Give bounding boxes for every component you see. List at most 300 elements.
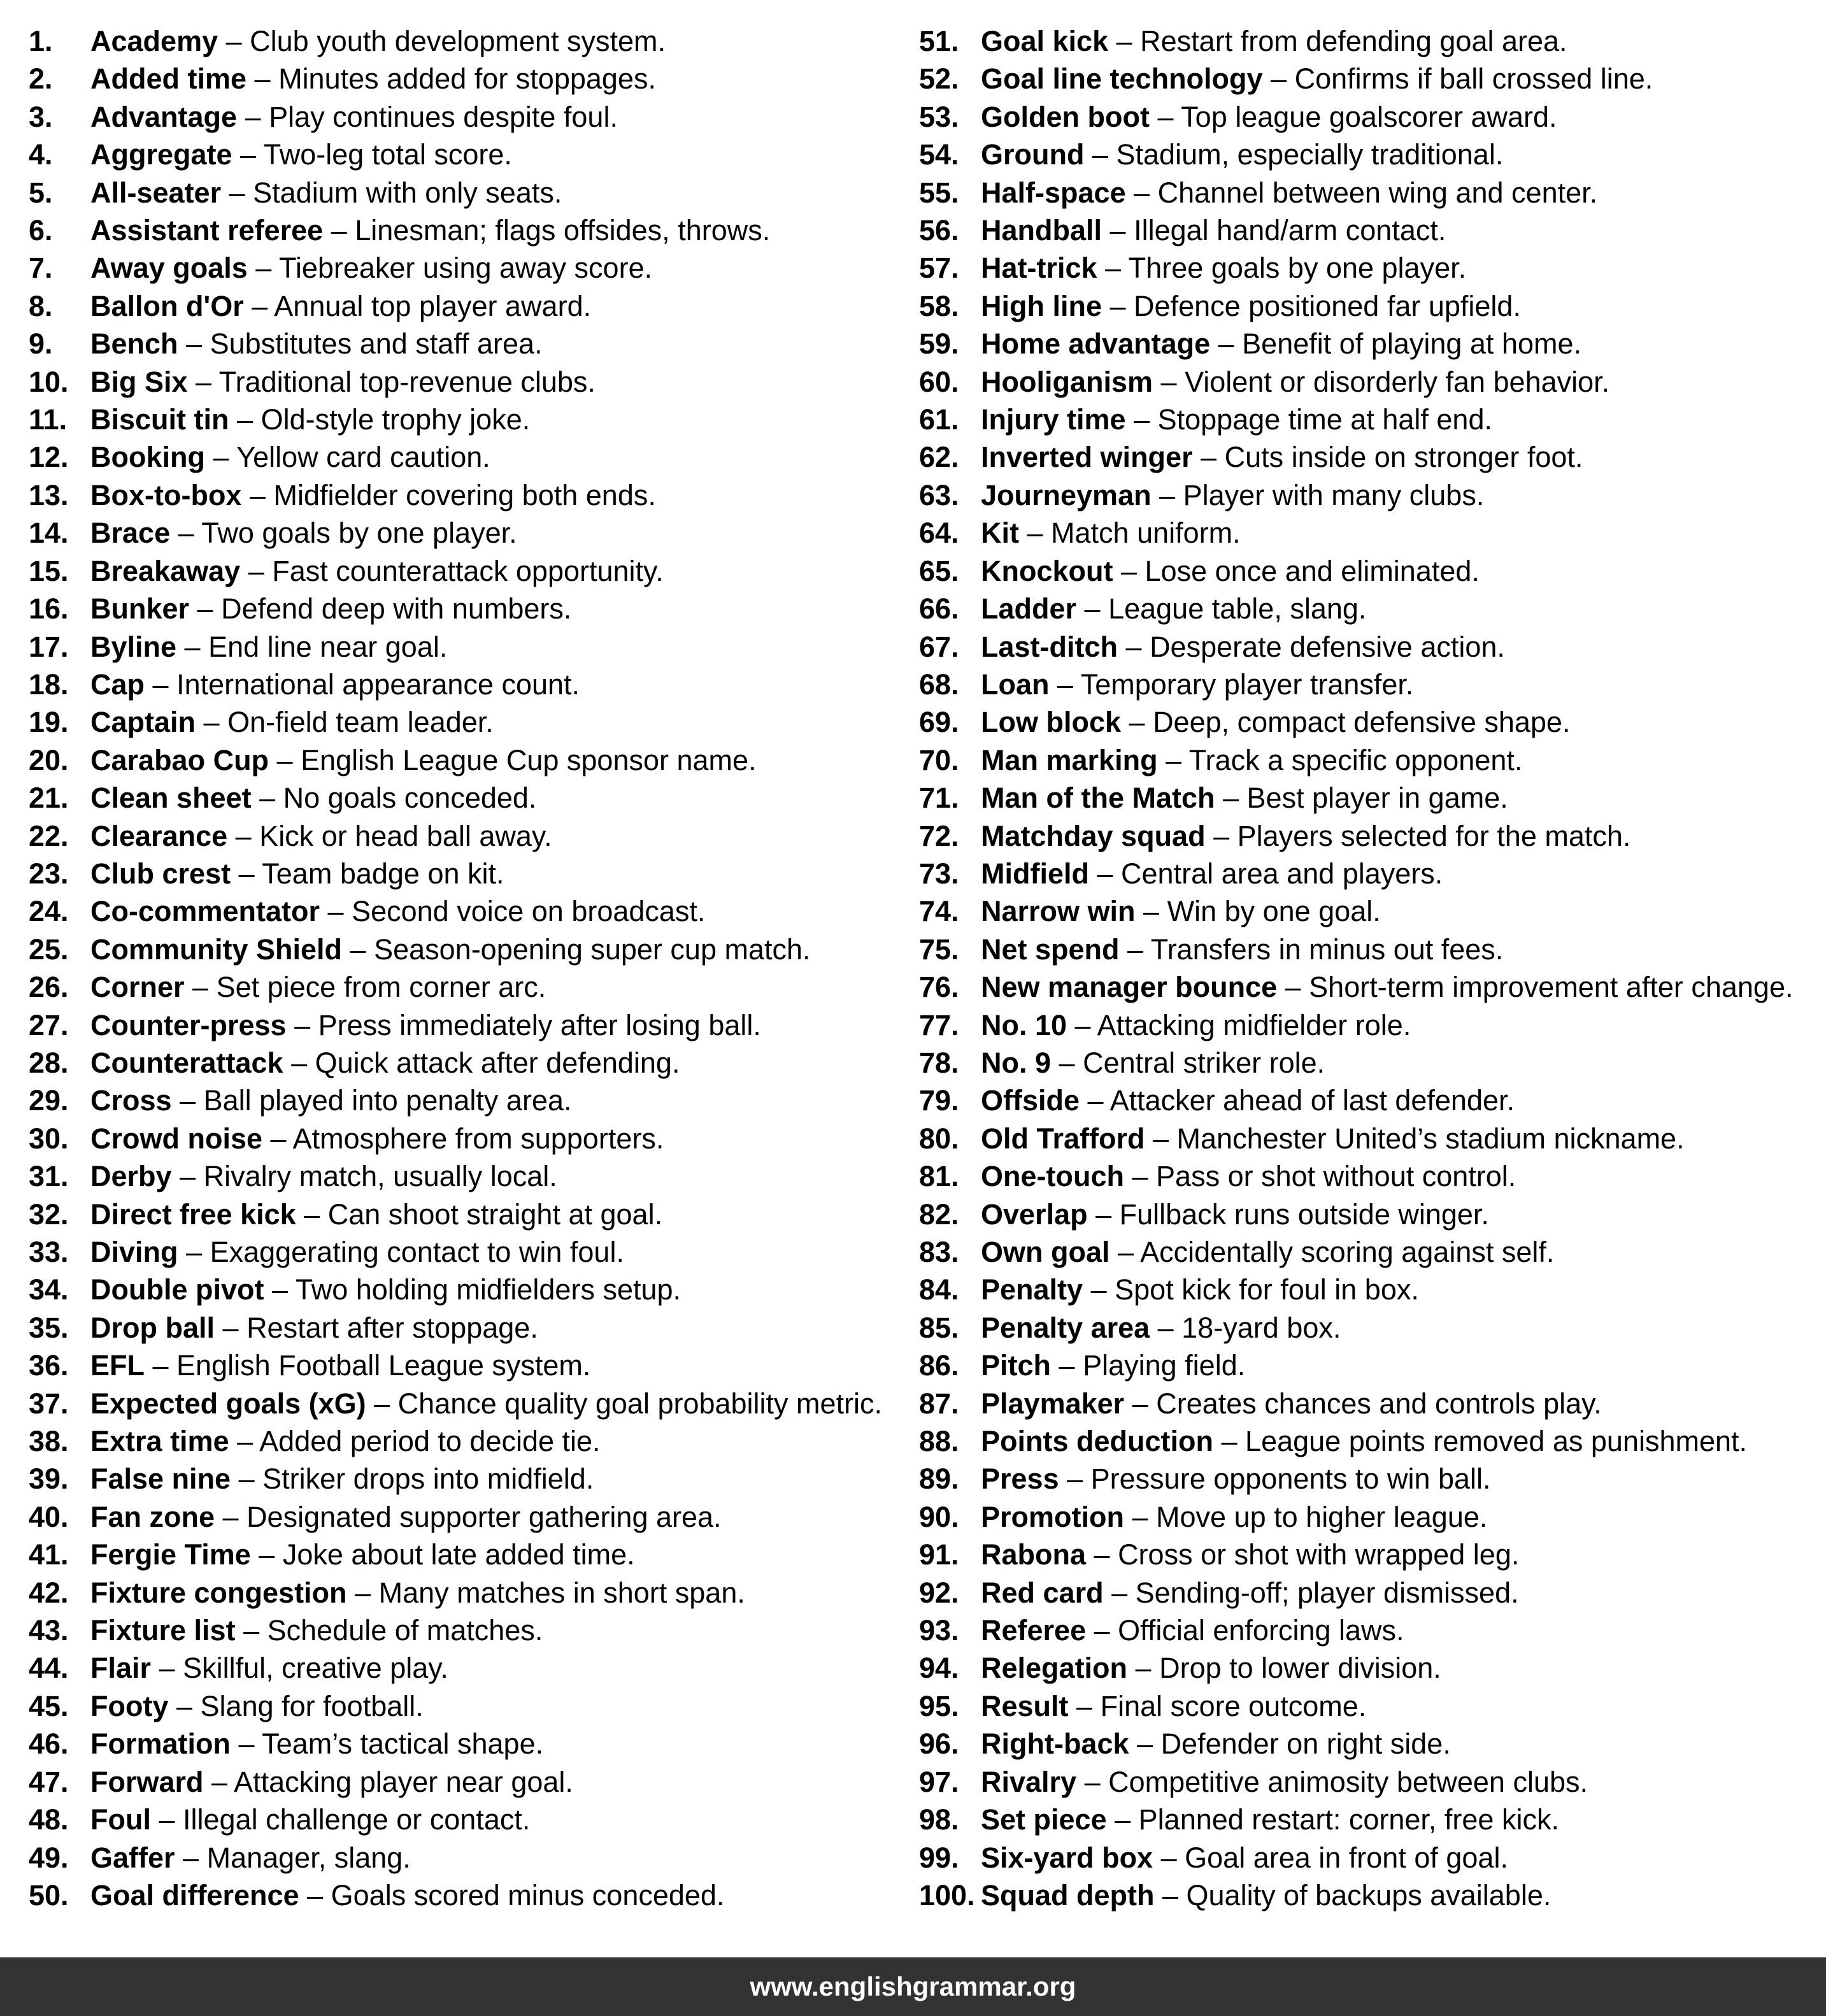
item-definition: Quick attack after defending.	[315, 1046, 680, 1079]
item-separator: –	[1067, 1008, 1097, 1041]
item-term: Last-ditch	[981, 630, 1118, 663]
item-text	[90, 1574, 745, 1612]
list-item	[29, 325, 913, 362]
item-text	[90, 1498, 722, 1536]
list-item	[29, 892, 913, 930]
item-text	[90, 1877, 724, 1914]
item-separator: –	[1125, 403, 1158, 436]
item-separator: –	[168, 1689, 201, 1722]
item-text	[981, 741, 1522, 779]
item-separator: –	[1205, 819, 1238, 852]
list-item	[29, 1120, 913, 1157]
item-number: 55.	[919, 176, 959, 209]
item-term: Playmaker	[981, 1387, 1125, 1420]
item-term: Cross	[90, 1084, 172, 1117]
item-number: 42.	[29, 1576, 69, 1609]
item-definition: Cross or shot with wrapped leg.	[1118, 1538, 1520, 1571]
item-separator: –	[323, 214, 355, 247]
item-text	[981, 1498, 1487, 1536]
item-separator: –	[240, 554, 273, 587]
item-text	[90, 249, 652, 287]
item-number: 19.	[29, 706, 69, 739]
item-term: Old Trafford	[981, 1122, 1145, 1155]
item-text	[981, 98, 1557, 136]
list-item	[919, 1309, 1826, 1347]
item-text	[981, 779, 1508, 817]
item-separator: –	[1051, 1349, 1083, 1382]
item-separator: –	[1084, 138, 1116, 171]
item-term: Hooliganism	[981, 365, 1153, 398]
item-number: 11.	[29, 403, 68, 436]
item-term: Promotion	[981, 1500, 1124, 1533]
list-item	[919, 855, 1826, 892]
item-definition: Attacking player near goal.	[234, 1765, 573, 1798]
item-separator: –	[1076, 1765, 1109, 1798]
list-item	[919, 817, 1826, 855]
item-text	[90, 1385, 882, 1422]
item-text	[90, 514, 517, 552]
item-text	[981, 22, 1567, 60]
list-item	[919, 514, 1826, 552]
item-number: 53.	[919, 100, 959, 133]
item-term: Formation	[90, 1727, 231, 1761]
item-number: 96.	[919, 1727, 959, 1761]
item-definition: Fast counterattack opportunity.	[272, 554, 664, 587]
item-number: 56.	[919, 214, 959, 247]
list-item	[919, 476, 1826, 514]
list-item	[919, 703, 1826, 741]
item-separator: –	[1129, 1727, 1161, 1761]
list-item	[919, 1422, 1826, 1460]
item-separator: –	[299, 1878, 331, 1912]
list-item	[29, 703, 913, 741]
item-separator: –	[229, 1425, 260, 1458]
item-term: Low block	[981, 706, 1122, 739]
item-term: Right-back	[981, 1727, 1129, 1761]
item-text	[981, 249, 1466, 287]
item-term: Fixture congestion	[90, 1576, 347, 1609]
item-text	[981, 211, 1446, 249]
list-item	[29, 666, 913, 703]
item-separator: –	[1150, 1311, 1182, 1344]
glossary-column-right	[913, 22, 1826, 1914]
list-item	[919, 1044, 1826, 1082]
item-number: 14.	[29, 517, 69, 550]
item-number: 17.	[29, 630, 69, 663]
item-number: 49.	[29, 1841, 69, 1874]
item-text	[90, 741, 757, 779]
item-number: 84.	[919, 1273, 959, 1306]
item-definition: Goals scored minus conceded.	[331, 1878, 725, 1912]
list-item	[29, 1839, 913, 1877]
item-separator: –	[215, 1311, 247, 1344]
list-item	[919, 552, 1826, 590]
item-definition: Restart from defending goal area.	[1140, 25, 1567, 57]
item-text	[981, 438, 1583, 476]
item-term: Man of the Match	[981, 782, 1215, 815]
item-term: Narrow win	[981, 895, 1136, 928]
glossary-column-left	[0, 22, 913, 1914]
item-number: 89.	[919, 1462, 959, 1496]
item-text	[90, 1082, 572, 1119]
item-separator: –	[229, 403, 261, 436]
item-definition: Set piece from corner arc.	[216, 971, 546, 1004]
item-separator: –	[232, 138, 264, 171]
item-text	[90, 1422, 601, 1460]
item-text	[981, 1574, 1519, 1612]
list-item	[29, 1498, 913, 1536]
item-text	[981, 325, 1581, 362]
item-term: All-seater	[90, 176, 222, 209]
item-term: Six-yard box	[981, 1841, 1153, 1874]
item-term: New manager bounce	[981, 971, 1278, 1004]
item-text	[981, 1044, 1325, 1082]
item-term: Crowd noise	[90, 1122, 263, 1155]
list-item	[29, 401, 913, 438]
item-separator: –	[151, 1652, 183, 1685]
item-definition: No goals conceded.	[283, 782, 537, 815]
item-separator: –	[346, 1576, 379, 1609]
item-separator: –	[1049, 668, 1081, 701]
list-item	[919, 1574, 1826, 1612]
item-definition: Channel between wing and center.	[1157, 176, 1598, 209]
item-definition: Confirms if ball crossed line.	[1294, 62, 1653, 96]
item-text	[981, 1877, 1551, 1914]
item-definition: Many matches in short span.	[378, 1576, 745, 1609]
item-definition: Rivalry match, usually local.	[203, 1160, 557, 1193]
item-term: EFL	[90, 1349, 145, 1382]
item-term: Ground	[981, 138, 1085, 171]
item-definition: Can shoot straight at goal.	[327, 1197, 663, 1231]
list-item	[919, 1498, 1826, 1536]
item-term: Expected goals (xG)	[90, 1387, 366, 1420]
item-separator: –	[189, 592, 222, 626]
item-definition: Annual top player award.	[274, 289, 592, 322]
item-text	[981, 1687, 1366, 1725]
item-text	[981, 628, 1505, 666]
item-definition: Manchester United’s stadium nickname.	[1176, 1122, 1685, 1155]
item-separator: –	[1086, 1538, 1118, 1571]
item-term: Gaffer	[90, 1841, 175, 1874]
list-item	[919, 1347, 1826, 1384]
item-definition: Attacking midfielder role.	[1097, 1008, 1411, 1041]
item-number: 6.	[29, 214, 53, 247]
item-term: Fan zone	[90, 1500, 215, 1533]
item-definition: Sending-off; player dismissed.	[1135, 1576, 1519, 1609]
item-number: 81.	[919, 1160, 959, 1193]
item-term: Drop ball	[90, 1311, 215, 1344]
item-term: Knockout	[981, 554, 1113, 587]
item-number: 97.	[919, 1765, 959, 1798]
item-separator: –	[1102, 214, 1134, 247]
item-definition: Desperate defensive action.	[1150, 630, 1505, 663]
list-item	[919, 1725, 1826, 1762]
item-separator: –	[1106, 1803, 1139, 1836]
list-item	[29, 1196, 913, 1233]
item-text	[981, 1196, 1489, 1233]
item-number: 30.	[29, 1122, 69, 1155]
list-item	[29, 1649, 913, 1687]
item-text	[90, 476, 656, 514]
item-definition: Striker drops into midfield.	[262, 1462, 594, 1496]
item-text	[981, 968, 1794, 1006]
list-item	[29, 968, 913, 1006]
list-item	[29, 1006, 913, 1044]
item-term: Community Shield	[90, 933, 343, 966]
item-definition: International appearance count.	[176, 668, 580, 701]
list-item	[29, 22, 913, 60]
item-separator: –	[1118, 630, 1150, 663]
item-definition: Schedule of matches.	[267, 1614, 543, 1647]
item-text	[90, 1347, 590, 1384]
list-item	[919, 1536, 1826, 1573]
item-separator: –	[170, 517, 202, 550]
item-number: 70.	[919, 743, 959, 776]
item-number: 33.	[29, 1236, 69, 1268]
item-separator: –	[1262, 62, 1295, 96]
list-item	[29, 1460, 913, 1498]
list-item	[919, 968, 1826, 1006]
item-number: 91.	[919, 1538, 959, 1571]
item-term: Midfield	[981, 857, 1089, 890]
item-separator: –	[1151, 478, 1183, 511]
item-definition: Fullback runs outside winger.	[1119, 1197, 1489, 1231]
item-text	[981, 1233, 1554, 1271]
item-text	[90, 1120, 664, 1157]
list-item	[919, 60, 1826, 97]
item-term: Fixture list	[90, 1614, 236, 1647]
item-term: Penalty	[981, 1273, 1083, 1306]
item-definition: Pressure opponents to win ball.	[1090, 1462, 1491, 1496]
item-separator: –	[283, 1046, 315, 1079]
item-text	[90, 855, 504, 892]
item-definition: Quality of backups available.	[1186, 1878, 1551, 1912]
item-number: 45.	[29, 1689, 69, 1722]
item-number: 20.	[29, 743, 69, 776]
item-number: 68.	[919, 668, 959, 701]
item-text	[90, 1006, 761, 1044]
item-text	[90, 666, 580, 703]
item-number: 41.	[29, 1538, 69, 1571]
item-text	[981, 287, 1521, 325]
item-separator: –	[1103, 1576, 1136, 1609]
item-number: 69.	[919, 706, 959, 739]
item-text	[981, 1536, 1519, 1573]
item-number: 40.	[29, 1500, 69, 1533]
list-item	[29, 174, 913, 211]
item-number: 1.	[29, 25, 53, 57]
item-number: 79.	[919, 1084, 959, 1117]
item-definition: Minutes added for stoppages.	[278, 62, 656, 96]
item-number: 38.	[29, 1425, 69, 1458]
item-text	[981, 1801, 1559, 1838]
list-item	[29, 1574, 913, 1612]
item-number: 92.	[919, 1576, 959, 1609]
list-item	[29, 1612, 913, 1649]
item-term: Extra time	[90, 1425, 229, 1458]
item-separator: –	[243, 289, 275, 322]
item-term: No. 10	[981, 1008, 1067, 1041]
item-number: 37.	[29, 1387, 69, 1420]
item-text	[90, 22, 666, 60]
item-separator: –	[150, 1803, 183, 1836]
item-separator: –	[1113, 554, 1145, 587]
item-number: 61.	[919, 403, 959, 436]
item-term: Captain	[90, 706, 196, 739]
item-definition: League points removed as punishment.	[1245, 1425, 1748, 1458]
item-term: Press	[981, 1462, 1059, 1496]
item-number: 25.	[29, 933, 69, 966]
item-text	[90, 1271, 681, 1308]
list-item	[29, 438, 913, 476]
item-number: 36.	[29, 1349, 69, 1382]
item-term: Counterattack	[90, 1046, 283, 1079]
list-item	[919, 628, 1826, 666]
item-number: 18.	[29, 668, 69, 701]
list-item	[919, 779, 1826, 817]
item-term: High line	[981, 289, 1102, 322]
item-number: 77.	[919, 1008, 959, 1041]
item-separator: –	[1149, 100, 1181, 133]
list-item	[919, 1196, 1826, 1233]
item-definition: Accidentally scoring against self.	[1140, 1236, 1555, 1268]
list-item	[29, 1422, 913, 1460]
item-definition: Defender on right side.	[1160, 1727, 1451, 1761]
item-definition: Illegal hand/arm contact.	[1134, 214, 1446, 247]
item-separator: –	[1083, 1273, 1115, 1306]
item-separator: –	[1213, 1425, 1246, 1458]
list-item	[29, 931, 913, 968]
list-item	[919, 1649, 1826, 1687]
item-text	[90, 1536, 635, 1573]
item-definition: Violent or disorderly fan behavior.	[1185, 365, 1610, 398]
item-text	[90, 1687, 424, 1725]
list-item	[919, 98, 1826, 136]
item-number: 32.	[29, 1197, 69, 1231]
item-definition: Transfers in minus out fees.	[1150, 933, 1504, 966]
item-number: 2.	[29, 62, 53, 96]
item-separator: –	[247, 252, 279, 285]
item-number: 22.	[29, 819, 69, 852]
item-definition: Ball played into penalty area.	[203, 1084, 572, 1117]
item-text	[90, 98, 618, 136]
item-text	[90, 1763, 573, 1801]
item-number: 8.	[29, 289, 53, 322]
item-separator: –	[218, 25, 250, 57]
item-definition: Skillful, creative play.	[183, 1652, 448, 1685]
item-separator: –	[250, 1538, 283, 1571]
item-term: Rabona	[981, 1538, 1087, 1571]
item-text	[981, 1309, 1341, 1347]
list-item	[29, 1347, 913, 1384]
item-number: 26.	[29, 971, 69, 1004]
item-definition: Player with many clubs.	[1183, 478, 1485, 511]
item-number: 13.	[29, 478, 69, 511]
item-number: 54.	[919, 138, 959, 171]
item-number: 35.	[29, 1311, 69, 1344]
item-text	[981, 1347, 1245, 1384]
item-separator: –	[342, 933, 374, 966]
item-text	[981, 1157, 1516, 1195]
item-term: Byline	[90, 630, 177, 663]
item-number: 87.	[919, 1387, 959, 1420]
item-number: 58.	[919, 289, 959, 322]
item-text	[981, 1725, 1451, 1762]
item-term: Half-space	[981, 176, 1126, 209]
list-item	[919, 136, 1826, 173]
item-separator: –	[1192, 441, 1225, 474]
item-text	[90, 136, 512, 173]
item-definition: Team badge on kit.	[262, 857, 504, 890]
item-term: Co-commentator	[90, 895, 320, 928]
list-item	[29, 855, 913, 892]
item-term: Goal difference	[90, 1878, 299, 1912]
item-text	[90, 1612, 543, 1649]
list-item	[919, 249, 1826, 287]
item-term: Referee	[981, 1614, 1087, 1647]
item-definition: Kick or head ball away.	[259, 819, 552, 852]
item-separator: –	[1059, 1462, 1091, 1496]
item-separator: –	[1135, 895, 1167, 928]
item-term: Carabao Cup	[90, 743, 269, 776]
item-number: 72.	[919, 819, 959, 852]
list-item	[29, 249, 913, 287]
item-definition: On-field team leader.	[227, 706, 494, 739]
item-term: Penalty area	[981, 1311, 1150, 1344]
list-item	[29, 1385, 913, 1422]
item-separator: –	[175, 1841, 207, 1874]
item-separator: –	[246, 62, 279, 96]
item-text	[981, 590, 1366, 627]
item-text	[90, 1309, 538, 1347]
item-separator: –	[1123, 1500, 1157, 1533]
item-text	[90, 1839, 411, 1877]
list-item	[29, 1687, 913, 1725]
item-definition: Final score outcome.	[1100, 1689, 1367, 1722]
item-definition: Manager, slang.	[206, 1841, 411, 1874]
item-text	[90, 1233, 624, 1271]
item-term: False nine	[90, 1462, 231, 1496]
list-item	[29, 514, 913, 552]
item-term: Corner	[90, 971, 185, 1004]
list-item	[919, 1082, 1826, 1119]
item-definition: Designated supporter gathering area.	[246, 1500, 722, 1533]
item-text	[981, 855, 1443, 892]
list-item	[29, 1271, 913, 1308]
item-number: 95.	[919, 1689, 959, 1722]
item-definition: Cuts inside on stronger foot.	[1224, 441, 1583, 474]
item-separator: –	[1125, 176, 1158, 209]
item-definition: Old-style trophy joke.	[260, 403, 531, 436]
item-text	[981, 1006, 1411, 1044]
item-term: Handball	[981, 214, 1102, 247]
item-text	[981, 666, 1413, 703]
item-definition: Spot kick for foul in box.	[1115, 1273, 1419, 1306]
footer-url: www.englishgrammar.org	[750, 1971, 1076, 2001]
item-term: Home advantage	[981, 327, 1211, 361]
item-definition: Club youth development system.	[250, 25, 666, 57]
item-term: Cap	[90, 668, 145, 701]
item-number: 63.	[919, 478, 959, 511]
item-term: Squad depth	[981, 1878, 1155, 1912]
item-term: Biscuit tin	[90, 403, 229, 436]
item-number: 43.	[29, 1614, 69, 1647]
list-item	[919, 438, 1826, 476]
item-definition: Win by one goal.	[1167, 895, 1381, 928]
item-number: 85.	[919, 1311, 959, 1344]
list-item	[919, 287, 1826, 325]
item-term: Rivalry	[981, 1765, 1077, 1798]
